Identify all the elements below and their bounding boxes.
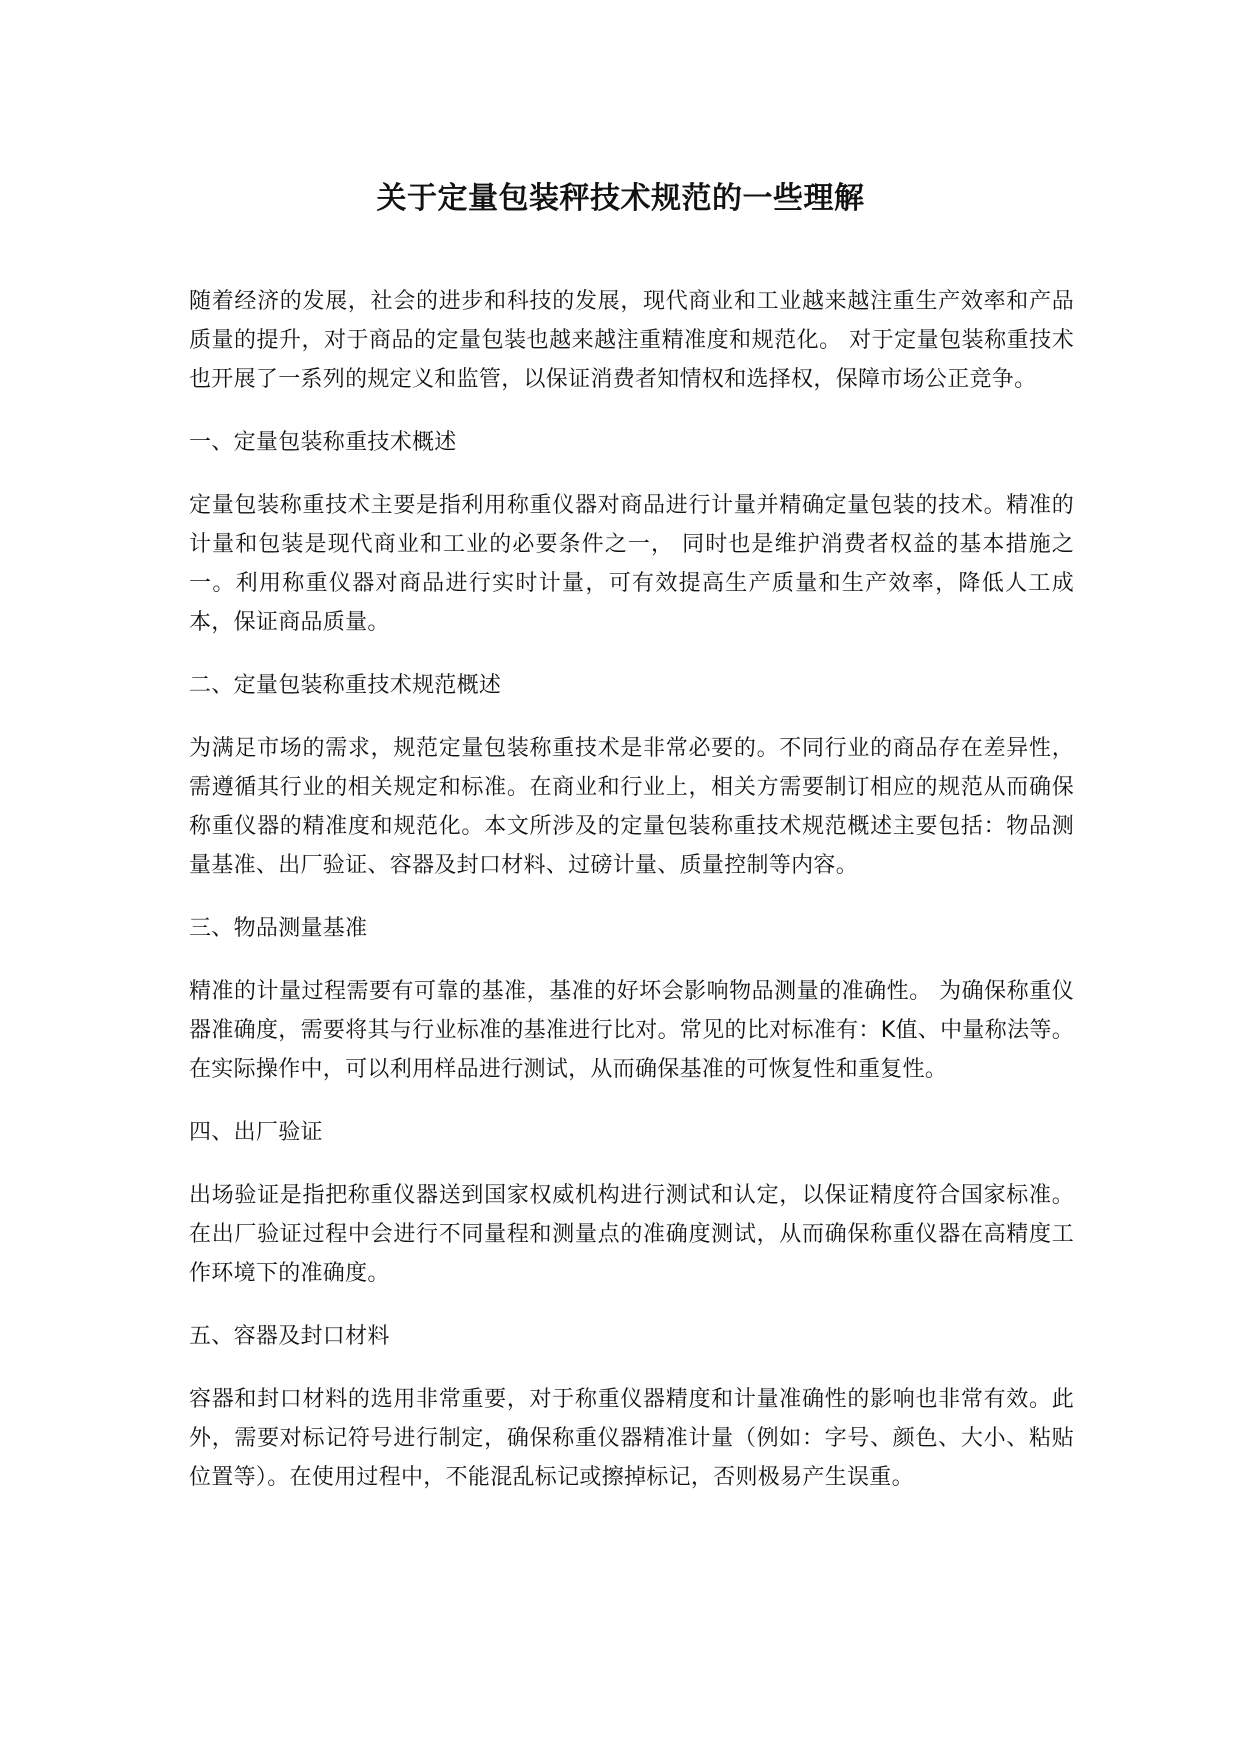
section-heading-3: 三、物品测量基准 xyxy=(189,916,368,941)
section-paragraph-5: 容器和封口材料的选用非常重要，对于称重仪器精度和计量准确性的影响也非常有效。此外，需要对标记符号进行制定，确保称重仪器精准计量（例如：字号、颜色、大小、粘贴位置等）。在使用过程中，不能混乱标记或擦掉标记，否则极易产生误重。 xyxy=(189,1387,1074,1490)
section-paragraph-3: 精准的计量过程需要有可靠的基准，基准的好坏会影响物品测量的准确性。 为确保称重仪器准确度，需要将其与行业标准的基准进行比对。常见的比对标准有：K值、中量称法等。在实际操作中，可以利用样品进行测试，从而确保基准的可恢复性和重复性。 xyxy=(189,979,1074,1082)
intro-paragraph: 随着经济的发展，社会的进步和科技的发展，现代商业和工业越来越注重生产效率和产品质量的提升，对于商品的定量包装也越来越注重精准度和规范化。 对于定量包装称重技术也开展了一系列的规定义和监管，以保证消费者知情权和选择权，保障市场公正竞争。 xyxy=(189,289,1074,392)
section-paragraph-2: 为满足市场的需求，规范定量包装称重技术是非常必要的。不同行业的商品存在差异性，需遵循其行业的相关规定和标准。在商业和行业上，相关方需要制订相应的规范从而确保称重仪器的精准度和规范化。本文所涉及的定量包装称重技术规范概述主要包括：物品测量基准、出厂验证、容器及封口材料、过磅计量、质量控制等内容。 xyxy=(189,736,1074,878)
section-heading-5: 五、容器及封口材料 xyxy=(189,1324,390,1349)
section-heading-2: 二、定量包装称重技术规范概述 xyxy=(189,673,502,698)
section-heading-1: 一、定量包装称重技术概述 xyxy=(189,430,457,455)
section-heading-4: 四、出厂验证 xyxy=(189,1120,323,1145)
section-paragraph-4: 出场验证是指把称重仪器送到国家权威机构进行测试和认定，以保证精度符合国家标准。在出厂验证过程中会进行不同量程和测量点的准确度测试，从而确保称重仪器在高精度工作环境下的准确度。 xyxy=(189,1183,1074,1286)
document-body xyxy=(189,282,1074,1521)
document-title: 关于定量包装秤技术规范的一些理解 xyxy=(376,181,865,216)
section-paragraph-1: 定量包装称重技术主要是指利用称重仪器对商品进行计量并精确定量包装的技术。精准的计量和包装是现代商业和工业的必要条件之一， 同时也是维护消费者权益的基本措施之一。利用称重仪器对商品进行实时计量，可有效提高生产质量和生产效率，降低人工成本，保证商品质量。 xyxy=(189,493,1074,635)
